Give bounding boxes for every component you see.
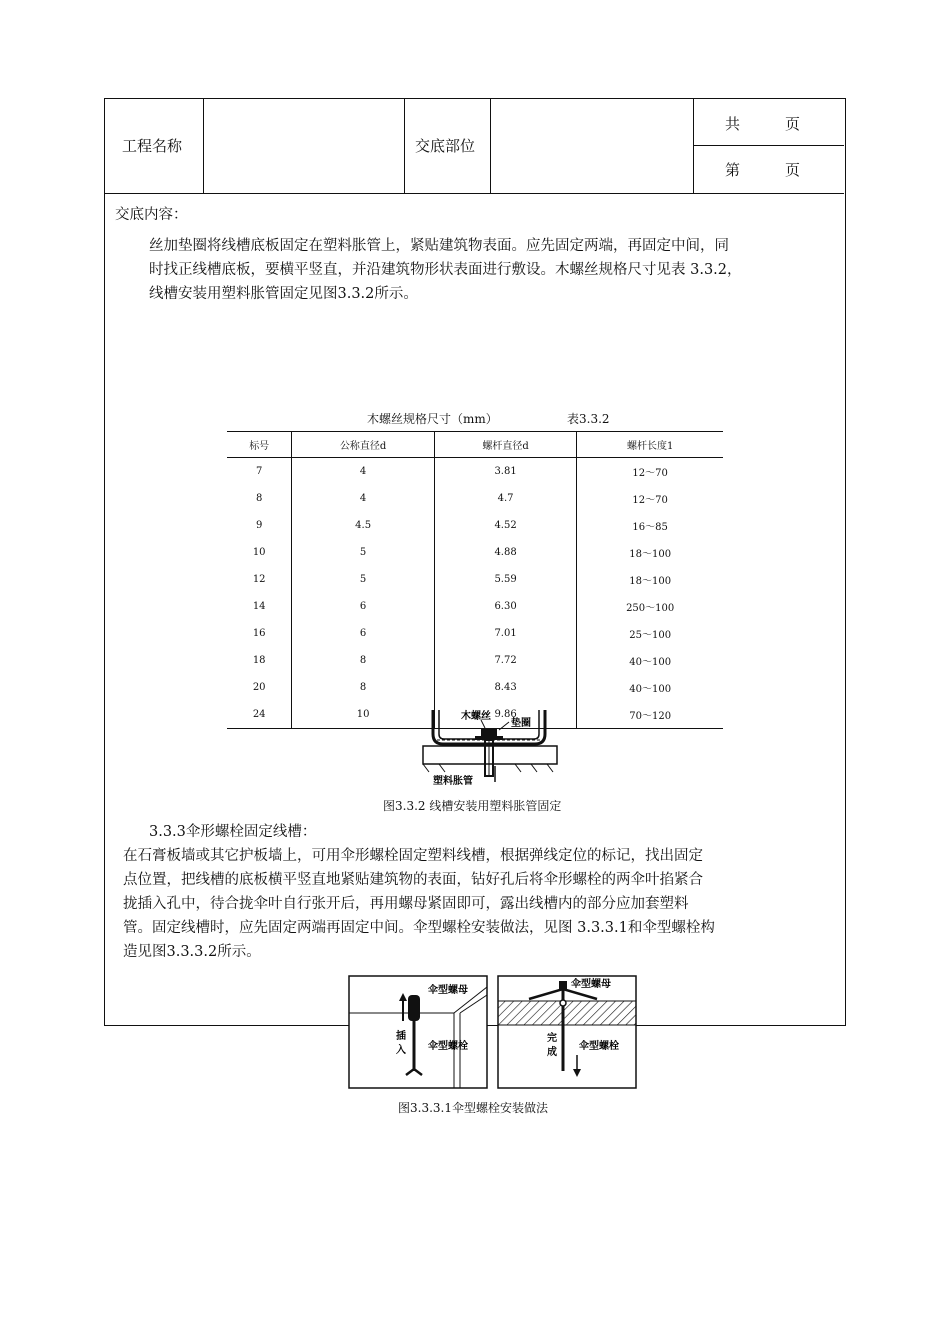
- table-cell: 6: [292, 593, 434, 620]
- table-row: [227, 620, 723, 647]
- table-number: 表3.3.2: [567, 412, 610, 426]
- table-cell: 9: [256, 520, 263, 531]
- table-cell: 4.88: [434, 539, 576, 566]
- table-cell: 7.01: [434, 620, 576, 647]
- bolt-label: 伞型螺栓: [428, 1041, 468, 1052]
- form-header: [105, 99, 844, 194]
- table-cell: 12～70: [577, 485, 723, 512]
- table-cell: 5: [292, 566, 434, 593]
- paragraph-line: 丝加垫圈将线槽底板固定在塑料胀管上，紧贴建筑物表面。应先固定两端，再固定中间，同: [149, 238, 729, 254]
- anchor-label: 塑料胀管: [433, 776, 473, 787]
- table-row: [227, 512, 723, 539]
- table-cell: 4.52: [434, 512, 576, 539]
- screw-label: 木螺丝: [461, 711, 491, 722]
- paragraph-line: 造见图3.3.3.2所示。: [123, 944, 261, 960]
- table-cell: 9.86: [434, 701, 576, 729]
- table-cell: 6.30: [434, 593, 576, 620]
- insert-label: 插: [396, 1031, 406, 1042]
- disclosure-form: [104, 98, 846, 1115]
- table-cell: 25～100: [577, 620, 723, 647]
- table-cell: 5: [292, 539, 434, 566]
- table-cell: 8.43: [434, 674, 576, 701]
- divider: [404, 99, 405, 193]
- divider: [490, 99, 491, 193]
- table-cell: 12: [252, 574, 266, 585]
- done-label: 成: [547, 1047, 557, 1058]
- table-cell: 16: [252, 628, 266, 639]
- paragraph-line: 点位置，把线槽的底板横平竖直地紧贴建筑物的表面，钻好孔后将伞形螺栓的两伞叶掐紧合: [123, 872, 703, 888]
- table-cell: 8: [292, 647, 434, 674]
- divider: [693, 145, 844, 146]
- paragraph-line: 管。固定线槽时，应先固定两端再固定中间。伞型螺栓安装做法，见图 3.3.3.1和伞型螺栓构: [123, 920, 715, 936]
- table-cell: 250～100: [577, 593, 723, 620]
- table-cell: 7.72: [434, 647, 576, 674]
- divider: [203, 99, 204, 193]
- table-cell: 12～70: [577, 458, 723, 486]
- table-cell: 7: [256, 466, 263, 477]
- paragraph-line: 在石膏板墙或其它护板墙上，可用伞形螺栓固定塑料线槽，根据弹线定位的标记，找出固定: [123, 848, 703, 864]
- table-cell: 3.81: [434, 458, 576, 486]
- table-cell: 6: [292, 620, 434, 647]
- table-cell: 18: [252, 655, 266, 666]
- divider: [693, 99, 694, 193]
- table-row: [227, 566, 723, 593]
- location-label: 交底部位: [415, 137, 476, 155]
- table-row: [227, 593, 723, 620]
- table-title: 木螺丝规格尺寸（mm）: [367, 412, 498, 426]
- content-label: 交底内容：: [115, 207, 188, 223]
- nut-label: 伞型螺母: [428, 985, 468, 996]
- table-cell: 4.5: [292, 512, 434, 539]
- screw-spec-table: [227, 431, 723, 729]
- table-row: [227, 539, 723, 566]
- table-row: [227, 458, 723, 486]
- table-cell: 40～100: [577, 674, 723, 701]
- table-cell: 10: [292, 701, 434, 729]
- project-name-label: 工程名称: [122, 137, 183, 155]
- bolt-done-figure: [497, 975, 637, 1089]
- figure-caption: 图3.3.2 线槽安装用塑料胀管固定: [383, 799, 562, 813]
- table-cell: 24: [227, 701, 292, 729]
- table-row: [227, 647, 723, 674]
- insert-label: 入: [396, 1045, 406, 1056]
- header-cell: 标号: [227, 432, 292, 458]
- table-cell: 4.7: [434, 485, 576, 512]
- header-cell: 公称直径d: [292, 432, 434, 458]
- table-cell: 18～100: [577, 566, 723, 593]
- paragraph-line: 线槽安装用塑料胀管固定见图3.3.2所示。: [149, 286, 418, 302]
- table-cell: 14: [252, 601, 266, 612]
- table-cell: 8: [292, 674, 434, 701]
- table-cell: 70～120: [577, 701, 723, 729]
- header-cell: 螺杆长度1: [577, 432, 723, 458]
- bolt-label: 伞型螺栓: [579, 1041, 619, 1052]
- table-cell: 18～100: [577, 539, 723, 566]
- header-cell: 螺杆直径d: [434, 432, 576, 458]
- paragraph-line: 时找正线槽底板，要横平竖直，并沿建筑物形状表面进行敷设。木螺丝规格尺寸见表 3.3.2，: [149, 262, 742, 278]
- table-cell: 5.59: [434, 566, 576, 593]
- page-number-label: 第 页: [725, 161, 801, 179]
- table-cell: 8: [256, 493, 263, 504]
- table-cell: 20: [252, 682, 266, 693]
- table-row: [227, 674, 723, 701]
- table-row: [227, 485, 723, 512]
- table-header-row: [227, 432, 723, 458]
- bolt-insert-figure: [348, 975, 488, 1089]
- section-title: 3.3.3伞形螺栓固定线槽：: [149, 824, 317, 840]
- anchor-fixing-figure: [415, 706, 565, 788]
- total-pages-label: 共 页: [725, 115, 801, 133]
- table-cell: 40～100: [577, 647, 723, 674]
- table-cell: 10: [252, 547, 266, 558]
- washer-label: 垫圈: [511, 718, 531, 729]
- table-cell: 4: [292, 458, 434, 486]
- figure-caption: 图3.3.3.1伞型螺栓安装做法: [398, 1101, 548, 1115]
- nut-label: 伞型螺母: [571, 979, 611, 990]
- paragraph-line: 拢插入孔中，待合拢伞叶自行张开后，再用螺母紧固即可，露出线槽内的部分应加套塑料: [123, 896, 689, 912]
- table-cell: 16～85: [577, 512, 723, 539]
- table-cell: 4: [292, 485, 434, 512]
- done-label: 完: [547, 1033, 557, 1044]
